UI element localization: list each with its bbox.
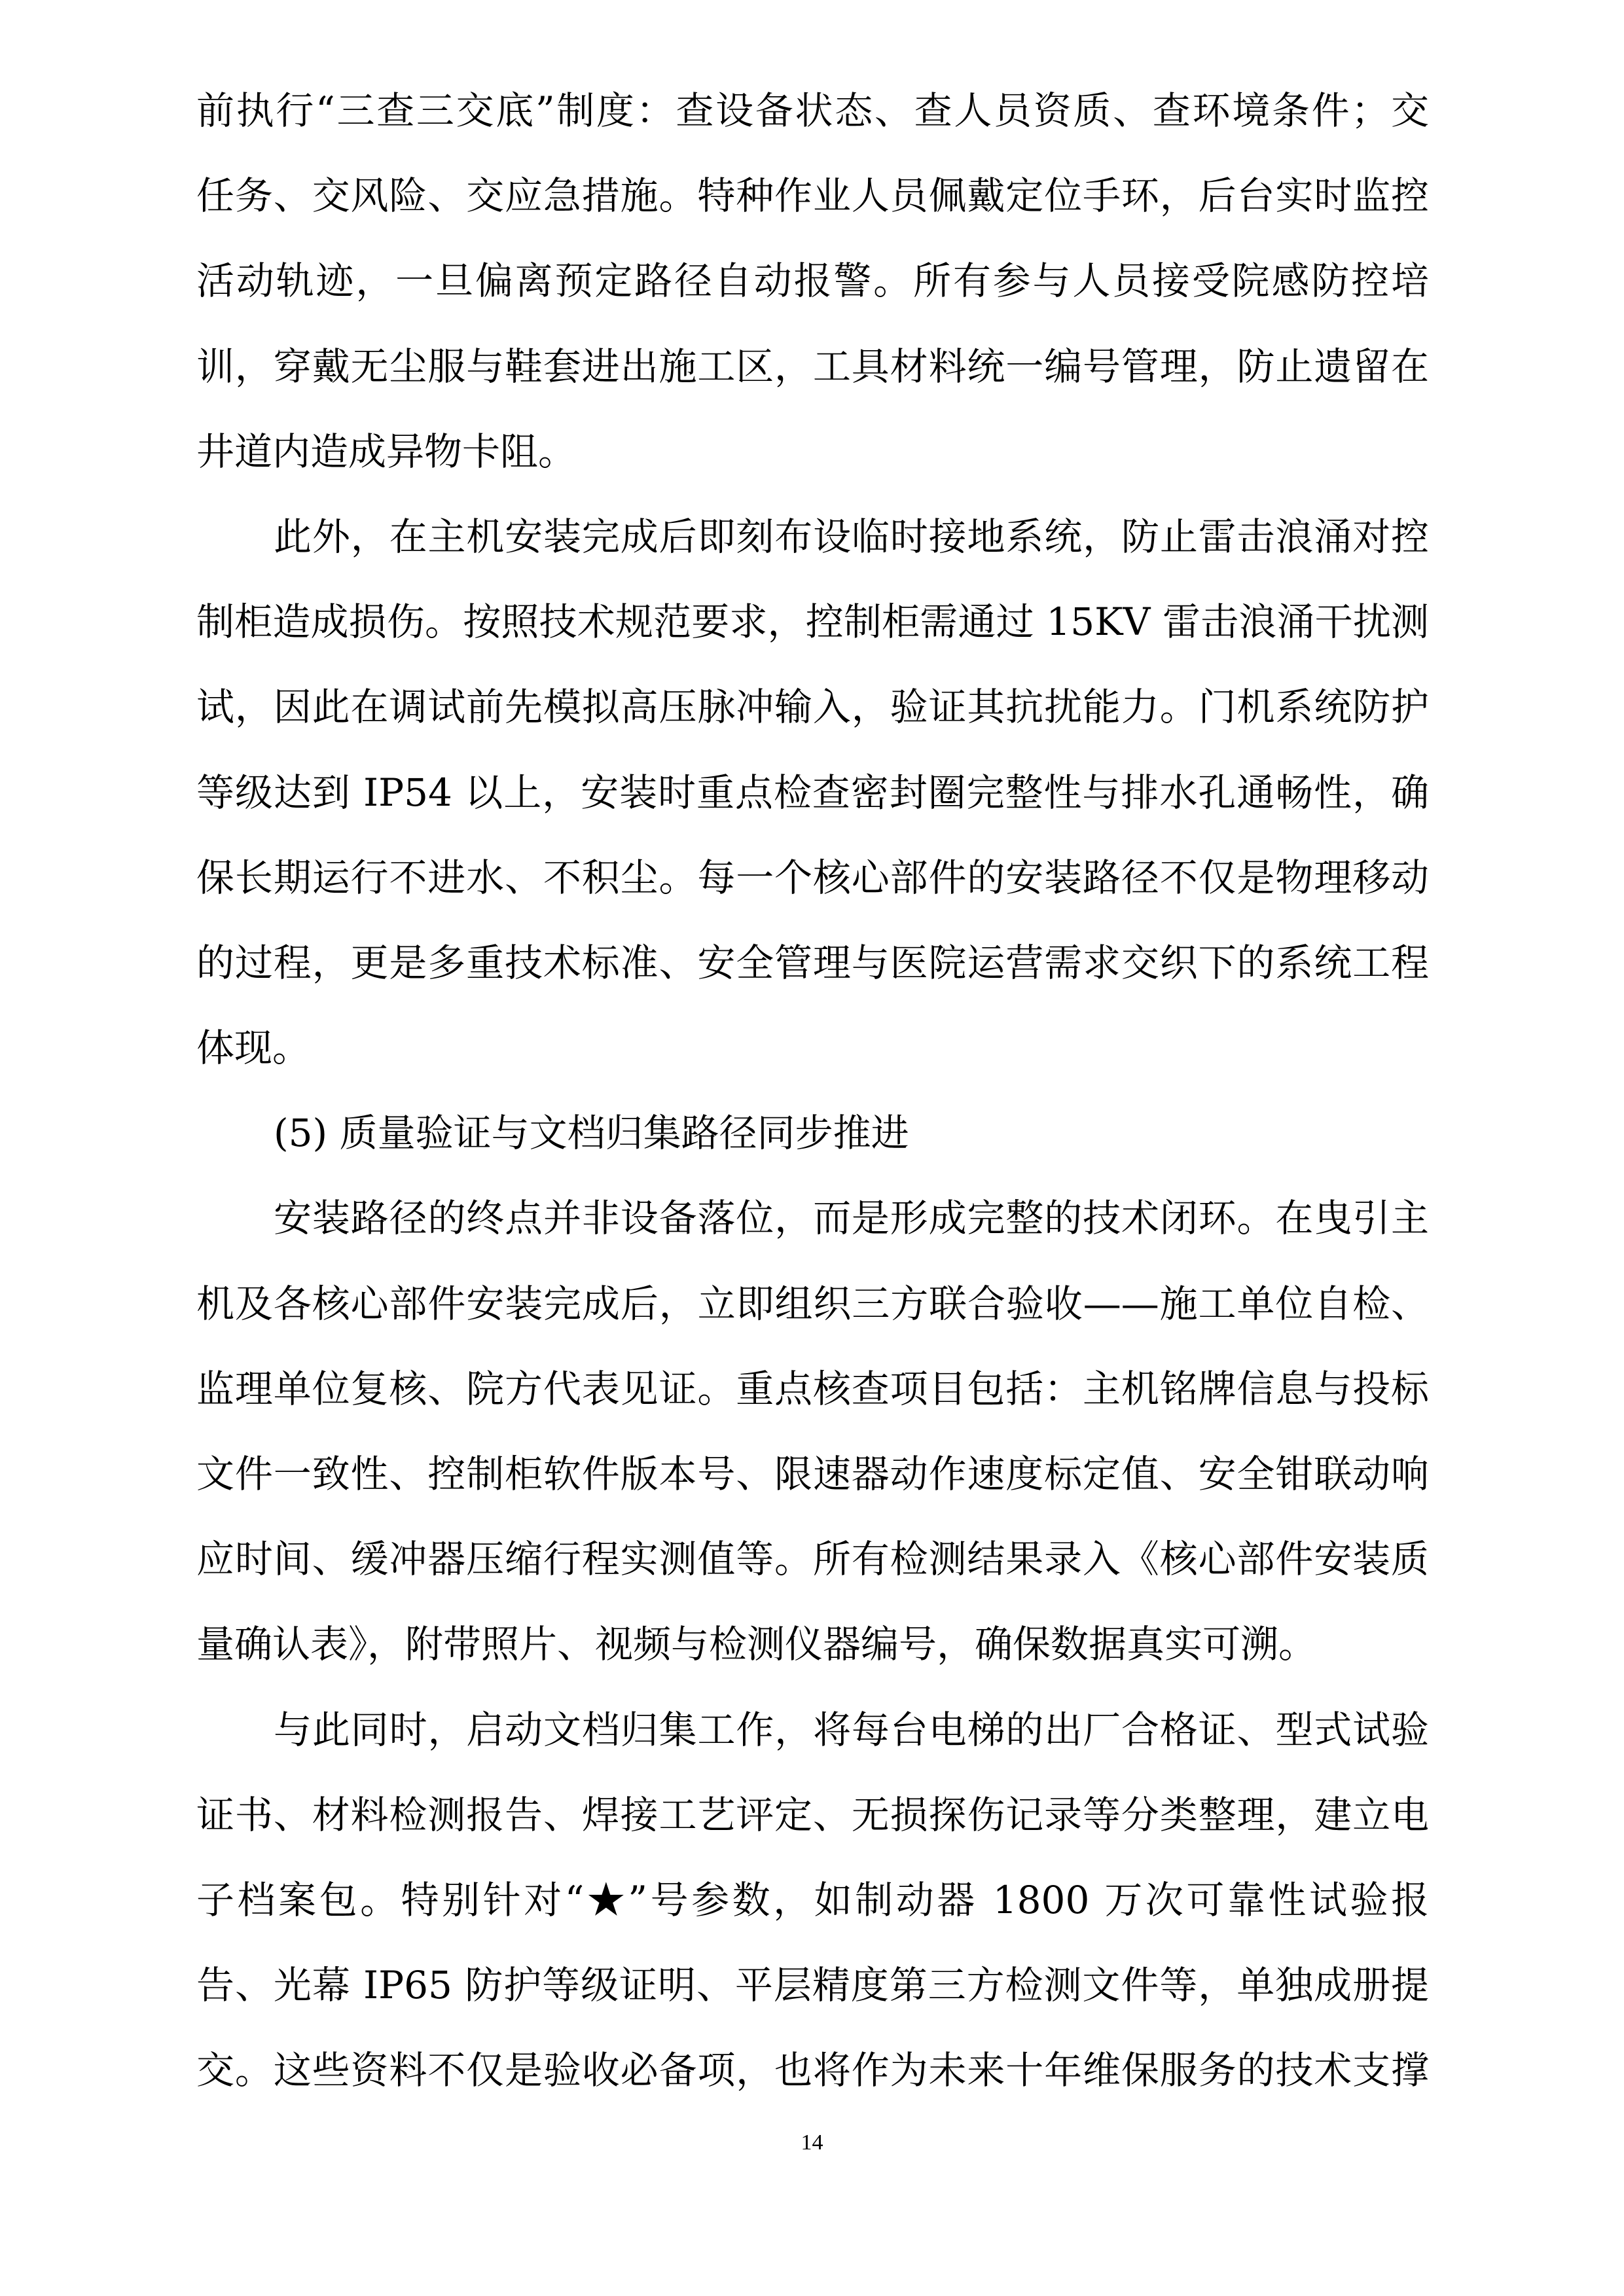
text-line: (5) 质量验证与文档归集路径同步推进: [274, 1111, 909, 1156]
page-number: 14: [801, 2130, 823, 2155]
text-line: 应时间、缓冲器压缩行程实测值等。所有检测结果录入《核心部件安装质: [196, 1537, 1429, 1582]
text-line: 告、光幕 IP65 防护等级证明、平层精度第三方检测文件等，单独成册提: [196, 1963, 1429, 2008]
text-line: 等级达到 IP54 以上，安装时重点检查密封圈完整性与排水孔通畅性，确: [196, 770, 1429, 815]
text-line: 安装路径的终点并非设备落位，而是形成完整的技术闭环。在曳引主: [274, 1196, 1429, 1241]
text-line: 保长期运行不进水、不积尘。每一个核心部件的安装路径不仅是物理移动: [196, 855, 1429, 900]
text-line: 井道内造成异物卡阻。: [196, 429, 577, 474]
text-line: 证书、材料检测报告、焊接工艺评定、无损探伤记录等分类整理，建立电: [196, 1792, 1429, 1837]
text-line: 训，穿戴无尘服与鞋套进出施工区，工具材料统一编号管理，防止遗留在: [196, 344, 1429, 389]
text-line: 制柜造成损伤。按照技术规范要求，控制柜需通过 15KV 雷击浪涌干扰测: [196, 600, 1429, 645]
section-heading: [196, 1110, 1429, 1195]
text-line: 活动轨迹，一旦偏离预定路径自动报警。所有参与人员接受院感防控培: [196, 259, 1429, 304]
document-body: [196, 88, 1429, 2133]
text-line: 文件一致性、控制柜软件版本号、限速器动作速度标定值、安全钳联动响: [196, 1452, 1429, 1496]
text-line: 子档案包。特别针对“★”号参数，如制动器 1800 万次可靠性试验报: [196, 1877, 1429, 1922]
paragraph: [196, 514, 1429, 1110]
text-line: 体现。: [196, 1026, 311, 1071]
paragraph: [196, 1195, 1429, 1706]
text-line: 监理单位复核、院方代表见证。重点核查项目包括：主机铭牌信息与投标: [196, 1366, 1429, 1411]
text-line: 此外，在主机安装完成后即刻布设临时接地系统，防止雷击浪涌对控: [274, 514, 1429, 559]
text-line: 量确认表》，附带照片、视频与检测仪器编号，确保数据真实可溯。: [196, 1622, 1317, 1667]
text-line: 任务、交风险、交应急措施。特种作业人员佩戴定位手环，后台实时监控: [196, 173, 1429, 219]
paragraph: [196, 88, 1429, 514]
paragraph: [196, 1707, 1429, 2133]
text-line: 试，因此在调试前先模拟高压脉冲输入，验证其抗扰能力。门机系统防护: [196, 685, 1429, 730]
text-line: 交。这些资料不仅是验收必备项，也将作为未来十年维保服务的技术支撑: [196, 2048, 1429, 2093]
text-line: 与此同时，启动文档归集工作，将每台电梯的出厂合格证、型式试验: [274, 1707, 1429, 1752]
text-line: 机及各核心部件安装完成后，立即组织三方联合验收——施工单位自检、: [196, 1281, 1429, 1326]
text-line: 的过程，更是多重技术标准、安全管理与医院运营需求交织下的系统工程: [196, 940, 1429, 985]
text-line: 前执行“三查三交底”制度：查设备状态、查人员资质、查环境条件；交: [196, 88, 1429, 133]
